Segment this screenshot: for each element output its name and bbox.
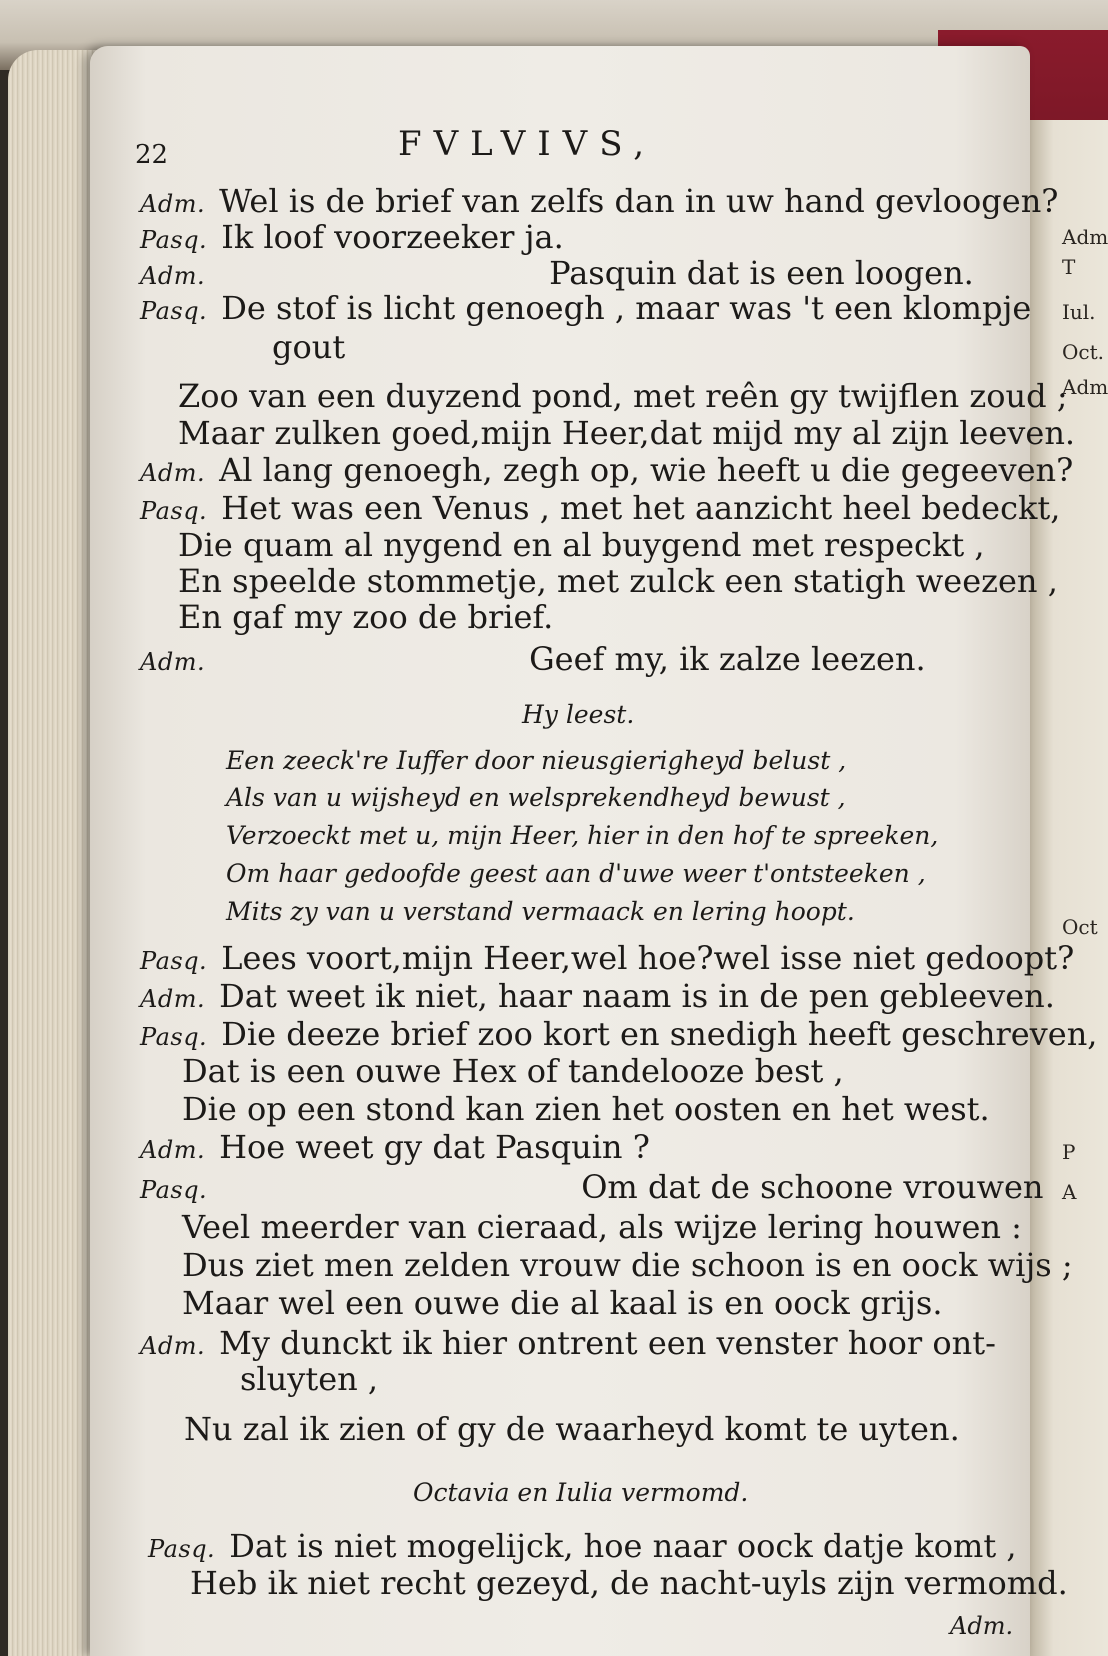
facing-page-fragment: Adm (1062, 375, 1108, 399)
speaker-label: Pasq. (140, 1023, 208, 1051)
speaker-label: Pasq. (140, 1176, 208, 1204)
line-text: Hoe weet gy dat Pasquin ? (219, 1128, 650, 1166)
stage-direction: Hy leest. (522, 700, 635, 729)
text-line (178, 562, 1058, 600)
line-text: sluyten , (240, 1360, 379, 1398)
facing-page-fragment: Iul. (1062, 300, 1096, 324)
facing-page-fragment: P (1062, 1140, 1076, 1164)
line-text: Dus ziet men zelden vrouw die schoon is en oock wijs ; (182, 1246, 1073, 1284)
line-text: Zoo van een duyzend pond, met reên gy twijflen zoud ; (178, 377, 1068, 415)
facing-page-fragment: A (1062, 1180, 1077, 1204)
text-line (182, 1284, 943, 1322)
line-text: Al lang genoegh, zegh op, wie heeft u die gegeeven? (219, 451, 1074, 489)
text-line (178, 598, 553, 636)
text-line (140, 1128, 650, 1166)
text-line (182, 1208, 1022, 1246)
text-line (182, 1246, 1073, 1284)
line-text: gout (272, 328, 346, 366)
speaker-label: Adm. (140, 648, 206, 676)
speaker-label: Pasq. (140, 297, 208, 325)
text-line (178, 414, 1075, 452)
text-line (140, 218, 564, 256)
text-line (178, 377, 1068, 415)
line-text: Wel is de brief van zelfs dan in uw hand gevloogen? (219, 182, 1059, 220)
line-text: Maar zulken goed,mijn Heer,dat mijd my al zijn leeven. (178, 414, 1076, 452)
text-line (140, 451, 1073, 489)
text-line (148, 1527, 1017, 1565)
running-head: FVLVIVS, (398, 124, 657, 164)
text-line (178, 526, 985, 564)
facing-page-fragment: Oct (1062, 915, 1098, 939)
facing-page-fragment: Adm (1062, 225, 1108, 249)
line-text: Veel meerder van cieraad, als wijze lering houwen : (182, 1208, 1022, 1246)
text-line (272, 328, 345, 366)
line-text: Lees voort,mijn Heer,wel hoe?wel isse niet gedoopt? (221, 939, 1075, 977)
speaker-label: Adm. (140, 985, 206, 1013)
line-text: De stof is licht genoegh , maar was 't een klompje (221, 289, 1032, 327)
line-text: En speelde stommetje, met zulck een statigh weezen , (178, 562, 1058, 600)
text-line (140, 289, 1031, 327)
line-text: Maar wel een ouwe die al kaal is en oock grijs. (182, 1284, 943, 1322)
speaker-label: Adm. (140, 190, 206, 218)
speaker-label: Pasq. (140, 497, 208, 525)
line-text: Om dat de schoone vrouwen (581, 1168, 1044, 1206)
speaker-label: Adm. (140, 262, 206, 290)
text-line (140, 254, 974, 292)
line-text: Die quam al nygend en al buygend met respeckt , (178, 526, 985, 564)
speaker-label: Pasq. (148, 1535, 216, 1563)
line-text: Geef my, ik zalze leezen. (529, 640, 926, 678)
text-line (190, 1564, 1068, 1602)
line-text: Heb ik niet recht gezeyd, de nacht-uyls zijn vermomd. (190, 1564, 1068, 1602)
speaker-label: Adm. (140, 1136, 206, 1164)
line-text: Dat weet ik niet, haar naam is in de pen gebleeven. (219, 977, 1055, 1015)
line-text: En gaf my zoo de brief. (178, 598, 554, 636)
stage-direction: Octavia en Iulia vermomd. (413, 1478, 749, 1507)
facing-page-fragment: T (1062, 255, 1076, 279)
speaker-label: Adm. (140, 1332, 206, 1360)
speaker-label: Adm. (140, 459, 206, 487)
line-text: Nu zal ik zien of gy de waarheyd komt te uyten. (184, 1410, 960, 1448)
page-number: 22 (135, 140, 169, 170)
text-line (140, 1015, 1097, 1053)
line-text: Die op een stond kan zien het oosten en het west. (182, 1090, 990, 1128)
line-text: My dunckt ik hier ontrent een venster hoor ont- (219, 1324, 996, 1362)
text-line (140, 1324, 996, 1362)
text-line (140, 182, 1058, 220)
line-text: Ik loof voorzeeker ja. (221, 218, 564, 256)
text-line (140, 640, 926, 678)
line-text: Die deeze brief zoo kort en snedigh heeft geschreven, (221, 1015, 1098, 1053)
line-text: Dat is een ouwe Hex of tandelooze best , (182, 1052, 844, 1090)
letter-line: Een zeeck're Iuffer door nieusgierigheyd belust , (226, 746, 847, 775)
line-text: Pasquin dat is een loogen. (549, 254, 974, 292)
text-line (182, 1052, 844, 1090)
line-text: Dat is niet mogelijck, hoe naar oock datje komt , (229, 1527, 1017, 1565)
text-line (184, 1410, 960, 1448)
speaker-label: Pasq. (140, 947, 208, 975)
letter-line: Verzoeckt met u, mijn Heer, hier in den hof te spreeken, (226, 821, 939, 850)
text-line (140, 489, 1060, 527)
speaker-label: Pasq. (140, 226, 208, 254)
text-line (140, 1168, 1044, 1206)
catchword: Adm. (950, 1612, 1014, 1640)
letter-line: Mits zy van u verstand vermaack en lering hoopt. (226, 897, 855, 926)
text-line (182, 1090, 990, 1128)
line-text: Het was een Venus , met het aanzicht heel bedeckt, (221, 489, 1061, 527)
text-line (140, 977, 1055, 1015)
facing-page-fragment: Oct. (1062, 340, 1104, 364)
letter-line: Om haar gedoofde geest aan d'uwe weer t'ontsteeken , (226, 859, 926, 888)
text-line (140, 939, 1074, 977)
text-line (240, 1360, 378, 1398)
letter-line: Als van u wijsheyd en welsprekendheyd bewust , (226, 783, 846, 812)
